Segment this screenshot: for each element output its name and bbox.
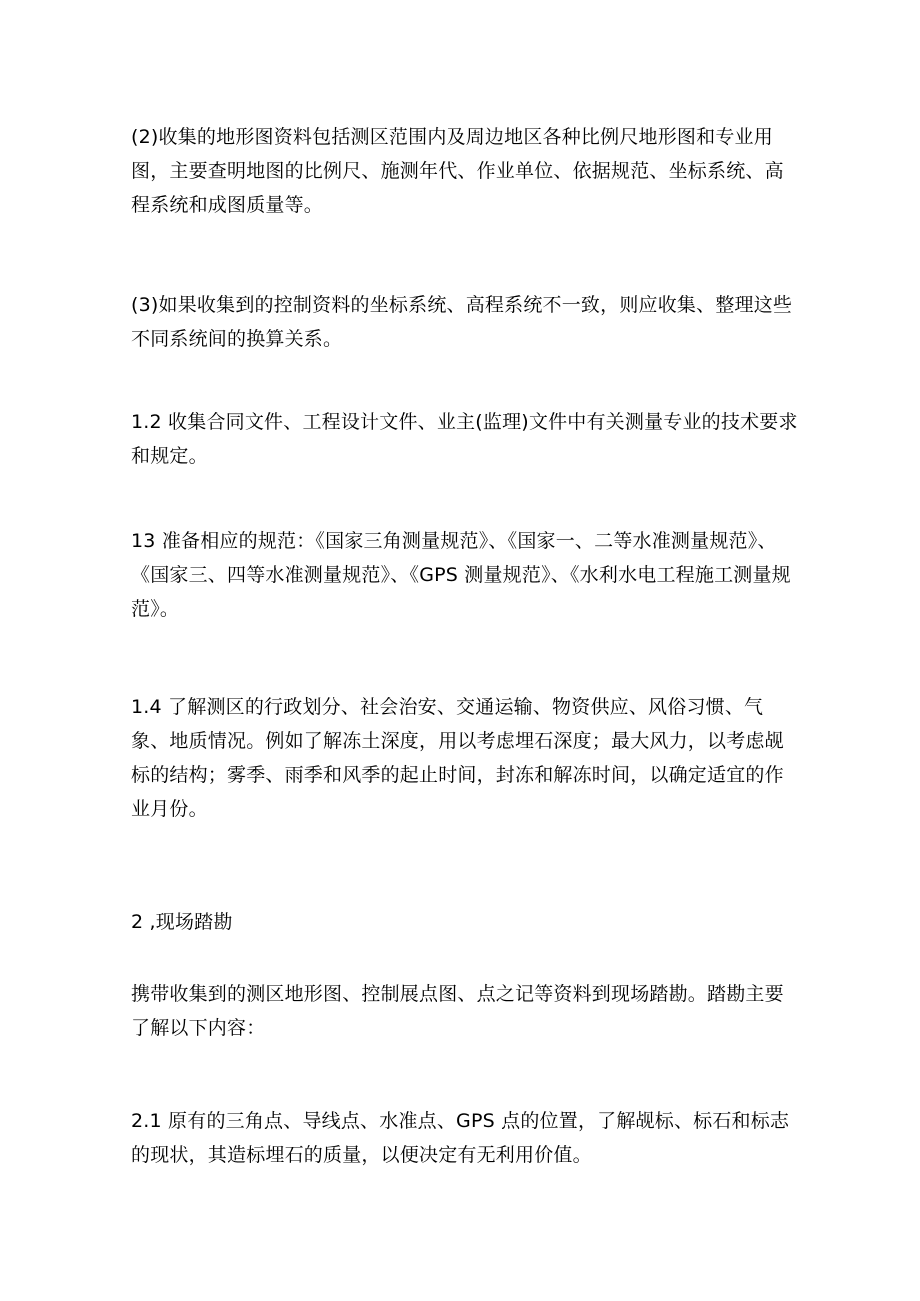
paragraph-coordinate-systems: (3)如果收集到的控制资料的坐标系统、高程系统不一致，则应收集、整理这些不同系统间的换算关系。 bbox=[131, 294, 793, 350]
paragraph-existing-control-points: 2.1 原有的三角点、导线点、水准点、GPS 点的位置，了解觇标、标石和标志的现状，其造标埋石的质量，以便决定有无利用价值。 bbox=[131, 1110, 790, 1166]
paragraph-survey-area-conditions: 1.4 了解测区的行政划分、社会治安、交通运输、物资供应、风俗习惯、气象、地质情况。例如了解冻土深度，用以考虑埋石深度；最大风力，以考虑觇标的结构；雾季、雨季和风季的起止时间，封冻和解冻时间，以确定适宜的作业月份。 bbox=[131, 696, 784, 820]
paragraph-standards: 13 准备相应的规范：《国家三角测量规范》、《国家一、二等水准测量规范》、《国家三、四等水准测量规范》、《GPS 测量规范》、《水利水电工程施工测量规范》。 bbox=[131, 530, 791, 620]
paragraph-contract-documents: 1.2 收集合同文件、工程设计文件、业主(监理)文件中有关测量专业的技术要求和规定。 bbox=[131, 411, 798, 467]
paragraph-topographic-maps: (2)收集的地形图资料包括测区范围内及周边地区各种比例尺地形图和专业用图，主要查明地图的比例尺、施测年代、作业单位、依据规范、坐标系统、高程系统和成图质量等。 bbox=[131, 126, 784, 216]
paragraph-site-survey-intro: 携带收集到的测区地形图、控制展点图、点之记等资料到现场踏勘。踏勘主要了解以下内容： bbox=[131, 983, 784, 1039]
section-heading-site-survey: 2 ,现场踏勘 bbox=[131, 911, 233, 933]
